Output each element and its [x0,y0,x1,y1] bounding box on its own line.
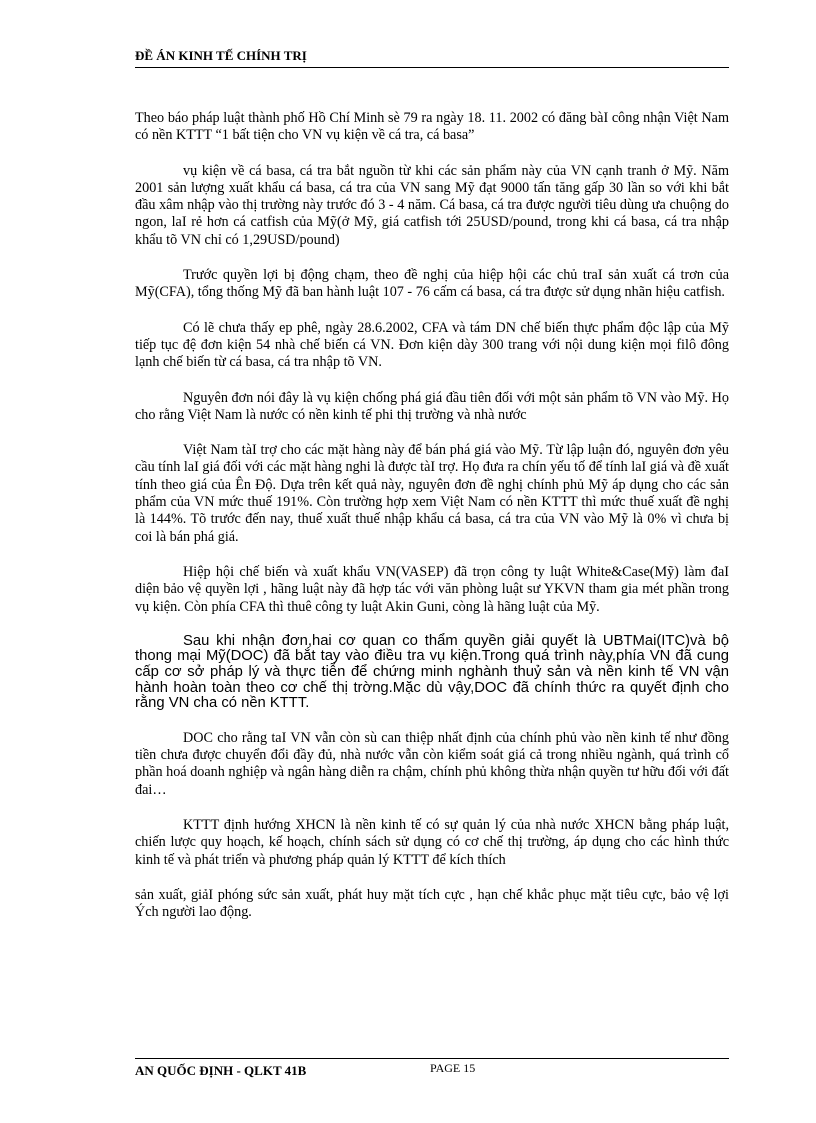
paragraph-2: vụ kiện về cá basa, cá tra bắt nguồn từ khi các sản phẩm này của VN cạnh tranh ở Mỹ. Năm 2001 sản lượng xuất khẩu cá basa, cá tra của VN sang Mỹ đạt 9000 tấn tăng gấp 30 lần so với khi bắt đầu xâm nhập vào thị trường này trước đó 3 - 4 năm. Cá basa, cá tra được người tiêu dùng ưa chuộng do ngon, laI rẻ hơn cá catfish của Mỹ(ở Mỹ, giá catfish tới 25USD/pound, trong khi cá basa, cá tra nhập khẩu tõ VN chỉ có 1,29USD/pound) [135,162,729,248]
paragraph-5: Nguyên đơn nói đây là vụ kiện chống phá giá đầu tiên đối với một sản phẩm tõ VN vào Mỹ. Họ cho rằng Việt Nam là nước có nền kinh tế phi thị trường và nhà nước [135,389,729,423]
document-body [135,110,729,921]
paragraph-10: KTTT định hướng XHCN là nền kinh tế có sự quản lý của nhà nước XHCN bằng pháp luật, chiến lược quy hoạch, kế hoạch, chính sách sử dụng có cơ chế thị trường, áp dụng cho các hình thức kinh tế và phát triển và phương pháp quản lý KTTT để kích thích [135,816,729,868]
paragraph-9: DOC cho rằng taI VN vẫn còn sù can thiệp nhất định của chính phủ vào nền kinh tế như đồng tiền chưa được chuyển đổi đầy đủ, nhà nước vẫn còn kiểm soát giá cả trong nhiều ngành, quá trình cổ phần hoá doanh nghiệp và ngân hàng diễn ra chậm, chính phủ không thừa nhận quyền tư hữu đối với đất đai… [135,729,729,798]
paragraph-4: Có lẽ chưa thấy ep phê, ngày 28.6.2002, CFA và tám DN chế biến thực phẩm độc lập của Mỹ tiếp tục đệ đơn kiện 54 nhà chế biến cá VN. Đơn kiện dày 300 trang với nội dung kiện mọi filô đông lạnh chế biến từ cá basa, cá tra nhập tõ VN. [135,319,729,371]
footer-divider [135,1058,729,1059]
paragraph-6: Việt Nam tàI trợ cho các mặt hàng này để bán phá giá vào Mỹ. Từ lập luận đó, nguyên đơn yêu cầu tính laI giá đối với các mặt hàng nghi là được tàI trợ. Họ đưa ra chín yếu tố để tính laI giá và đề xuất tính theo giá của Ên Độ. Dựa trên kết quả này, nguyên đơn đề nghị chính phủ Mỹ áp dụng cho các sản phẩm của VN mức thuế 191%. Còn trường hợp xem Việt Nam có nền KTTT thì mức thuế xuất đề nghị là 144%. Tõ trước đến nay, thuế xuất thuế nhập khẩu cá basa, cá tra của VN vào Mỹ là 0% vì chưa bị coi là bán phá giá. [135,442,729,545]
footer-author: AN QUỐC ĐỊNH - QLKT 41B [135,1063,307,1078]
paragraph-1: Theo báo pháp luật thành phố Hồ Chí Minh sè 79 ra ngày 18. 11. 2002 có đăng bàI công nhận Việt Nam có nền KTTT “1 bất tiện cho VN vụ kiện về cá tra, cá basa” [135,110,729,144]
paragraph-11: sản xuất, giảI phóng sức sản xuất, phát huy mặt tích cực , hạn chế khắc phục mặt tiêu cực, bảo vệ lợi Ých người lao động. [135,886,729,921]
paragraph-3: Trước quyền lợi bị động chạm, theo đề nghị của hiệp hội các chủ traI sản xuất cá trơn của Mỹ(CFA), tổng thống Mỹ đã ban hành luật 107 - 76 cấm cá basa, cá tra được sử dụng nhãn hiệu catfish. [135,267,729,301]
page-number: PAGE 15 [430,1061,476,1075]
paragraph-7: Hiệp hội chế biến và xuất khẩu VN(VASEP) đã trọn công ty luật White&Case(Mỹ) làm đaI diện bảo vệ quyền lợi , hãng luật này đã hợp tác với văn phòng luật sư YKVN tham gia mét phần trong vụ kiện. Còn phía CFA thì thuê công ty luật Akin Guni, còng là hãng luật của Mỹ. [135,563,729,615]
paragraph-8: Sau khi nhận đơn,hai cơ quan co thẩm quyền giải quyết là UBTMai(ITC)và bộ thong mại Mỹ(DOC) đã bắt tay vào điều tra vụ kiện.Trong quá trình này,phía VN đã cung cấp cơ sở pháp lý và thực tiễn để chứng minh nghành thuỷ sản và nền kinh tế VN vận hành hoàn toàn theo cơ chế thị trờng.Mặc dù vậy,DOC đã chính thức ra quyết định cho rằng VN cha có nền KTTT. [135,632,729,712]
page-header: ĐỀ ÁN KINH TẾ CHÍNH TRỊ [135,48,729,68]
